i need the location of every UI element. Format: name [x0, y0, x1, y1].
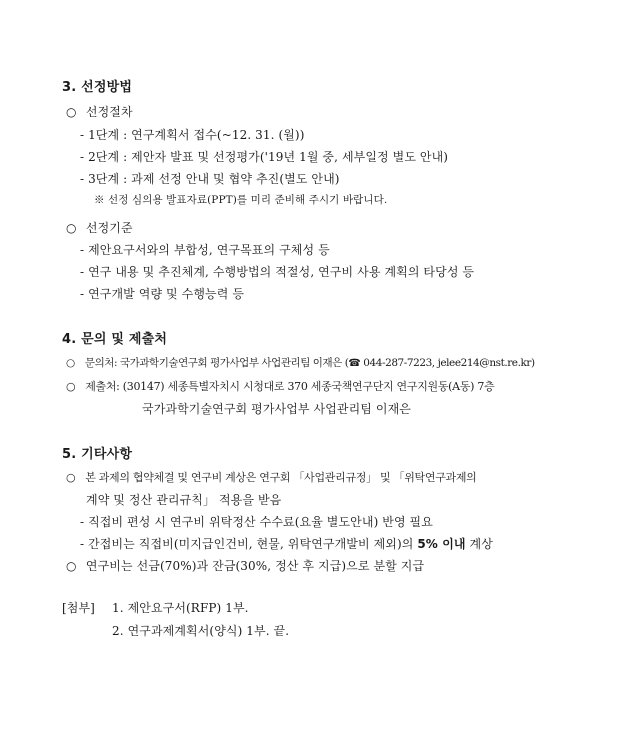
attachment-item-2: 2. 연구과제계획서(양식) 1부. 끝.	[112, 624, 290, 638]
direct-cost-note: - 직접비 편성 시 연구비 위탁정산 수수료(요율 별도안내) 반영 필요	[80, 515, 433, 529]
section-5-title: 5. 기타사항	[62, 447, 133, 462]
criteria-item-2: - 연구 내용 및 추진체계, 수행방법의 적절성, 연구비 사용 계획의 타당성 등	[80, 265, 475, 279]
section-4-title: 4. 문의 및 제출처	[62, 332, 168, 347]
payment-terms-text: 연구비는 선금(70%)과 잔금(30%, 정산 후 지급)으로 분할 지급	[85, 559, 425, 573]
attachment-item-1: 1. 제안요구서(RFP) 1부.	[112, 601, 249, 615]
submission-line	[66, 378, 494, 394]
section-3-title: 3. 선정방법	[62, 80, 133, 95]
contract-rule-line-2: 계약 및 정산 관리규칙」 적용을 받음	[86, 493, 282, 507]
phone-icon: ☎	[348, 358, 361, 369]
process-step-2: - 2단계 : 제안자 발표 및 선정평가('19년 1월 중, 세부일정 별도 안내)	[80, 150, 449, 164]
process-step-1: - 1단계 : 연구계획서 접수(~12. 31. (월))	[80, 128, 305, 142]
circle-bullet-icon: ○	[66, 221, 77, 235]
selection-process-heading	[66, 103, 133, 120]
selection-criteria-label: 선정기준	[85, 221, 133, 235]
inquiry-label: 문의처:	[84, 357, 118, 369]
circle-bullet-icon: ○	[66, 471, 76, 484]
indirect-cost-limit: 5% 이내	[417, 537, 466, 551]
attachments-label: [첨부]	[62, 601, 95, 615]
submission-address: (30147) 세종특별자치시 시청대로 370 세종국책연구단지 연구지원동(A동) 7층	[122, 380, 495, 393]
circle-bullet-icon: ○	[66, 380, 76, 393]
payment-terms-line	[66, 557, 424, 574]
inquiry-line	[66, 355, 535, 370]
selection-process-label: 선정절차	[85, 105, 133, 119]
indirect-cost-suffix: 계상	[465, 537, 493, 551]
contract-rule-line-1	[66, 469, 477, 485]
submission-label: 제출처:	[85, 380, 120, 393]
circle-bullet-icon: ○	[66, 559, 77, 573]
presentation-note: ※ 선정 심의용 발표자료(PPT)를 미리 준비해 주시기 바랍니다.	[94, 194, 388, 206]
criteria-item-1: - 제안요구서와의 부합성, 연구목표의 구체성 등	[80, 243, 330, 257]
indirect-cost-text: - 간접비는 직접비(미지급인건비, 현물, 위탁연구개발비 제외)의	[80, 537, 418, 551]
indirect-cost-note	[80, 535, 493, 552]
inquiry-contact: 국가과학기술연구회 평가사업부 사업관리팀 이재은 (	[119, 357, 349, 369]
selection-criteria-heading	[66, 219, 133, 236]
submission-recipient: 국가과학기술연구회 평가사업부 사업관리팀 이재은	[142, 402, 411, 416]
process-step-3: - 3단계 : 과제 선정 안내 및 협약 추진(별도 안내)	[80, 172, 340, 186]
inquiry-phone-email: 044-287-7223, jelee214@nst.re.kr)	[360, 357, 535, 369]
contract-rule-text: 본 과제의 협약체결 및 연구비 계상은 연구회 「사업관리규정」 및 「위탁연구과제의	[85, 471, 477, 484]
circle-bullet-icon: ○	[66, 105, 77, 119]
criteria-item-3: - 연구개발 역량 및 수행능력 등	[80, 287, 245, 301]
circle-bullet-icon: ○	[66, 357, 75, 369]
